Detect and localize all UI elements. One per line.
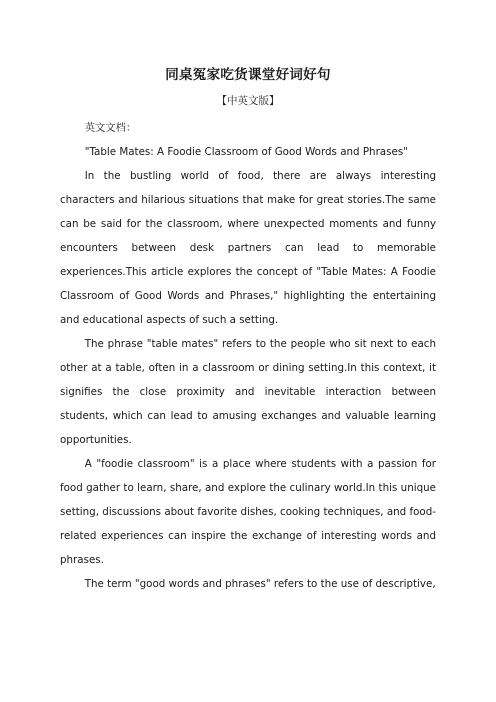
paragraph: The term "good words and phrases" refers to the use of descriptive,: [84, 578, 436, 590]
document-title: 同桌冤家吃货课堂好词好句: [165, 67, 331, 83]
article-title: "Table Mates: A Foodie Classroom of Good Words and Phrases": [84, 146, 408, 158]
paragraph: In the bustling world of food, there are always interesting characters and hilarious situations that make for great stories.The same can be said for the classroom, where unexpected moments and funny encounters between desk partners can lead to memorable experiences.This article explores the concept of "Table Mates: A Foodie Classroom of Good Words and Phrases," highlighting the entertaining and educational aspects of such a setting.: [60, 170, 436, 326]
document-subtitle: 【中英文版】: [216, 95, 280, 107]
section-label: 英文文档：: [84, 122, 137, 134]
paragraph: The phrase "table mates" refers to the people who sit next to each other at a table, often in a classroom or dining setting.In this context, it signifies the close proximity and inevitable interaction between students, which can lead to amusing exchanges and valuable learning opportunities.: [60, 338, 436, 446]
paragraph: A "foodie classroom" is a place where students with a passion for food gather to learn, share, and explore the culinary world.In this unique setting, discussions about favorite dishes, cooking techniques, and food-related experiences can inspire the exchange of interesting words and phrases.: [60, 458, 436, 566]
